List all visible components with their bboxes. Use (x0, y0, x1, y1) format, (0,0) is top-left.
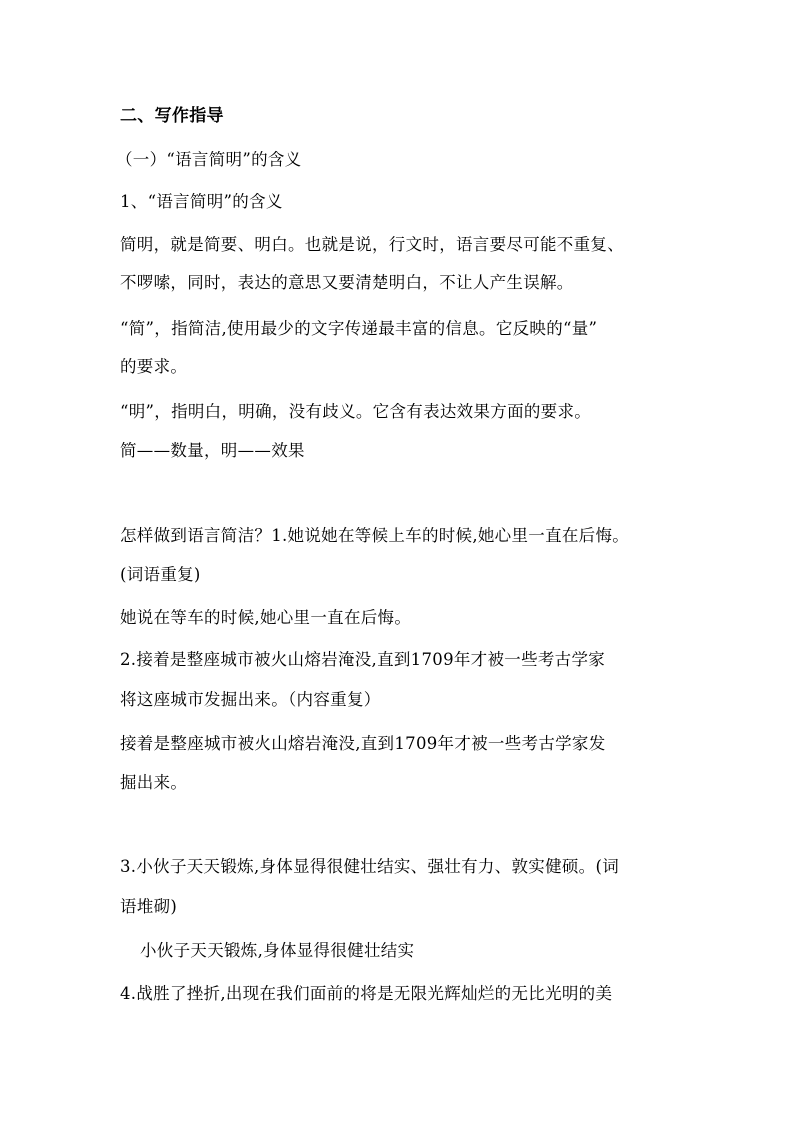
paragraph-line: 接着是整座城市被火山熔岩淹没,直到1709年才被一些考古学家发 (120, 734, 606, 753)
paragraph-line: “简”，指简洁,使用最少的文字传递最丰富的信息。它反映的“量” (120, 319, 598, 338)
item-title: 1、“语言简明”的含义 (120, 192, 283, 211)
paragraph-line: 不啰嗦，同时，表达的意思又要清楚明白，不让人产生误解。 (120, 273, 574, 292)
paragraph-line: 语堆砌) (120, 897, 178, 916)
paragraph-line: “明”，指明白，明确，没有歧义。它含有表达效果方面的要求。 (120, 402, 592, 421)
paragraph-line: 2.接着是整座城市被火山熔岩淹没,直到1709年才被一些考古学家 (120, 650, 606, 669)
paragraph-line: 3.小伙子天天锻炼,身体显得很健壮结实、强壮有力、敦实健硕。(词 (120, 857, 620, 876)
subsection-title: （一）“语言简明”的含义 (116, 150, 302, 169)
paragraph-line: 将这座城市发掘出来。（内容重复） (120, 690, 381, 709)
paragraph-line: 的要求。 (120, 357, 188, 376)
paragraph-line: 掘出来。 (120, 773, 188, 792)
paragraph-line: (词语重复) (120, 565, 201, 584)
paragraph-line: 她说在等车的时候,她心里一直在后悔。 (120, 608, 412, 627)
paragraph-line: 4.战胜了挫折,出现在我们面前的将是无限光辉灿烂的无比光明的美 (120, 984, 613, 1003)
paragraph-line: 简明，就是简要、明白。也就是说，行文时，语言要尽可能不重复、 (120, 235, 624, 254)
section-heading: 二、写作指导 (120, 106, 224, 126)
paragraph-line: 简——数量，明——效果 (120, 441, 305, 460)
paragraph-line: 怎样做到语言简洁？1.她说她在等候上车的时候,她心里一直在后悔。 (120, 526, 630, 545)
paragraph-line: 小伙子天天锻炼,身体显得很健壮结实 (140, 941, 415, 960)
